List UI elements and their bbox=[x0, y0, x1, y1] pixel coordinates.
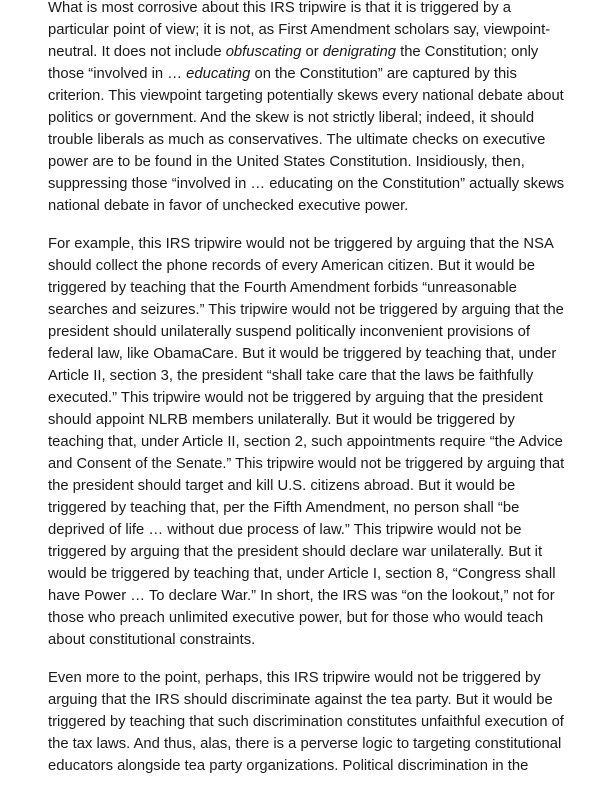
text-run: about constitutional constraints. bbox=[48, 632, 256, 648]
text-run: president should unilaterally suspend politically inconvenient provisions of bbox=[48, 324, 531, 340]
text-run: have Power … To declare War.” In short, the IRS was “on the lookout,” not for bbox=[48, 588, 555, 604]
text-line bbox=[48, 277, 564, 299]
text-run: and Consent of the Senate.” This tripwire would not be triggered by arguing that bbox=[48, 456, 565, 472]
text-run: particular point of view; it is not, as First Amendment scholars say, viewpoint- bbox=[48, 22, 551, 38]
text-line bbox=[48, 541, 564, 563]
paragraph bbox=[48, 667, 564, 777]
text-run: the Constitution; only bbox=[395, 44, 539, 60]
text-run: should appoint NLRB members unilaterally. But it would be triggered by bbox=[48, 412, 515, 428]
text-run: should collect the phone records of every American citizen. But it would be bbox=[48, 258, 535, 274]
text-line bbox=[48, 299, 562, 321]
text-run: arguing that the IRS should discriminate against the tea party. But it would be bbox=[48, 692, 553, 708]
text-run: What is most corrosive about this IRS tripwire is that it is triggered by a bbox=[48, 0, 511, 16]
text-line bbox=[48, 63, 564, 85]
article-body bbox=[48, 0, 564, 793]
text-run: triggered by teaching that the Fourth Amendment forbids “unreasonable bbox=[48, 280, 517, 296]
paragraph bbox=[48, 0, 564, 217]
text-run: teaching that, under Article II, section 2, such appointments require “the Advice bbox=[48, 434, 563, 450]
text-line bbox=[48, 519, 564, 541]
text-line bbox=[48, 255, 564, 277]
text-run: triggered by teaching that, per the Fifth Amendment, no person shall “be bbox=[48, 500, 520, 516]
text-line bbox=[48, 85, 564, 107]
text-line bbox=[48, 19, 564, 41]
text-run: on the Constitution” are captured by this bbox=[250, 66, 517, 82]
text-run: politics or government. And the skew is not strictly liberal; indeed, it should bbox=[48, 110, 535, 126]
text-run: For example, this IRS tripwire would not be triggered by arguing that the NSA bbox=[48, 236, 554, 252]
text-line bbox=[48, 321, 564, 343]
text-run: educators alongside tea party organizations. Political discrimination in the bbox=[48, 758, 529, 774]
paragraph bbox=[48, 233, 564, 651]
text-run: searches and seizures.” This tripwire would not be triggered by arguing that the bbox=[48, 302, 564, 318]
text-run: trouble liberals as much as conservatives. The ultimate checks on executive bbox=[48, 132, 546, 148]
text-run: triggered by teaching that such discrimination constitutes unfaithful execution of bbox=[48, 714, 564, 730]
text-run: power are to be found in the United States Constitution. Insidiously, then, bbox=[48, 154, 525, 170]
text-line bbox=[48, 343, 564, 365]
emphasis-text: denigrating bbox=[322, 44, 396, 60]
text-line bbox=[48, 409, 564, 431]
text-run: national debate in favor of unchecked executive power. bbox=[48, 198, 409, 214]
text-line bbox=[48, 431, 564, 453]
text-run: neutral. It does not include bbox=[48, 44, 226, 60]
text-run: executed.” This tripwire would not be triggered by arguing that the president bbox=[48, 390, 543, 406]
text-line bbox=[48, 0, 564, 19]
text-line bbox=[48, 365, 564, 387]
text-line bbox=[48, 453, 565, 475]
text-line bbox=[48, 41, 564, 63]
text-line bbox=[48, 233, 564, 255]
text-run: or bbox=[301, 44, 323, 60]
text-line bbox=[48, 755, 564, 777]
text-run: would be triggered by teaching that, under Article I, section 8, “Congress shall bbox=[48, 566, 556, 582]
text-run: triggered by arguing that the president should declare war unilaterally. But it bbox=[48, 544, 543, 560]
text-line bbox=[48, 129, 564, 151]
text-run: Article II, section 3, the president “shall take care that the laws be faithfully bbox=[48, 368, 534, 384]
text-run: the tax laws. And thus, alas, there is a perverse logic to targeting constitutional bbox=[48, 736, 562, 752]
text-line bbox=[48, 629, 564, 651]
text-run: the president should target and kill U.S. citizens abroad. But it would be bbox=[48, 478, 516, 494]
text-line bbox=[48, 195, 564, 217]
text-line bbox=[48, 563, 564, 585]
text-line bbox=[48, 585, 564, 607]
text-run: suppressing those “involved in … educating on the Constitution” actually skews bbox=[48, 176, 565, 192]
text-line bbox=[48, 607, 564, 629]
text-run: those who preach unlimited executive power, but for those who would teach bbox=[48, 610, 544, 626]
text-line bbox=[48, 711, 564, 733]
emphasis-text: educating bbox=[186, 66, 251, 82]
text-run: federal law, like ObamaCare. But it would be triggered by teaching that, under bbox=[48, 346, 557, 362]
emphasis-text: obfuscating bbox=[225, 44, 302, 60]
text-run: Even more to the point, perhaps, this IRS tripwire would not be triggered by bbox=[48, 670, 541, 686]
text-run: those “involved in … bbox=[48, 66, 187, 82]
text-line bbox=[48, 107, 564, 129]
text-line bbox=[48, 475, 564, 497]
text-run: criterion. This viewpoint targeting potentially skews every national debate about bbox=[48, 88, 564, 104]
text-line bbox=[48, 173, 565, 195]
text-line bbox=[48, 733, 564, 755]
text-line bbox=[48, 667, 564, 689]
text-line bbox=[48, 151, 564, 173]
text-line bbox=[48, 387, 564, 409]
text-line bbox=[48, 689, 564, 711]
text-line bbox=[48, 497, 564, 519]
text-run: deprived of life … without due process of law.” This tripwire would not be bbox=[48, 522, 522, 538]
